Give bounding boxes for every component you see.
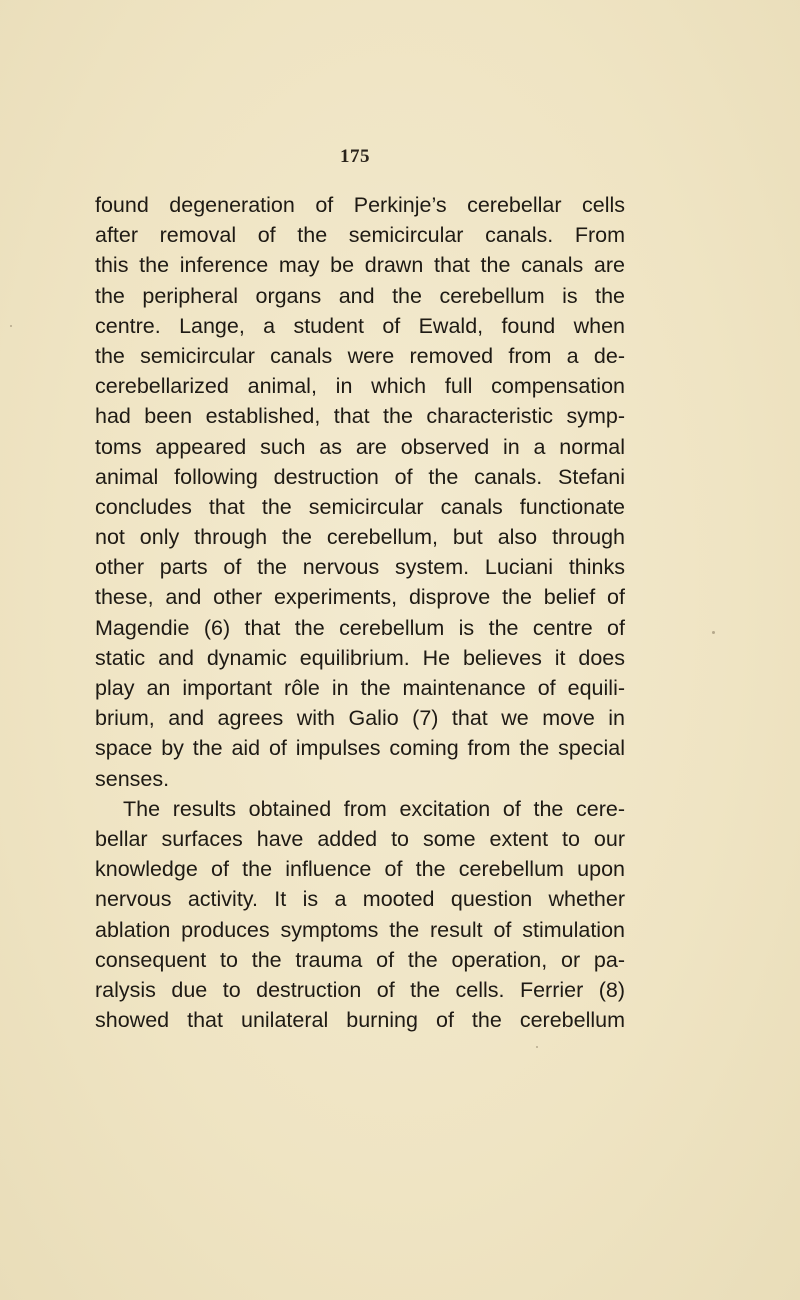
text-line: space by the aid of impulses coming from the special	[95, 736, 625, 761]
text-line: after removal of the semicircular canals. From	[95, 223, 625, 248]
paragraph-1	[95, 190, 625, 794]
text-line: static and dynamic equilibrium. He believes it does	[95, 645, 625, 670]
page-number: 175	[340, 146, 370, 167]
paper-speck	[10, 325, 12, 327]
text-line: showed that unilateral burning of the cerebellum	[95, 1008, 625, 1033]
text-line: knowledge of the influence of the cerebellum upon	[95, 857, 625, 882]
text-line: cerebellarized animal, in which full compensation	[95, 374, 625, 399]
text-line: nervous activity. It is a mooted question whether	[95, 887, 625, 912]
text-line: this the inference may be drawn that the canals are	[95, 253, 625, 278]
text-line: not only through the cerebellum, but also through	[95, 525, 625, 550]
text-line: consequent to the trauma of the operation, or pa-	[95, 947, 625, 972]
text-line: Magendie (6) that the cerebellum is the centre of	[95, 615, 625, 640]
text-line: found degeneration of Perkinje’s cerebellar cells	[95, 193, 625, 217]
text-line: centre. Lange, a student of Ewald, found when	[95, 313, 625, 338]
text-line: play an important rôle in the maintenance of equili-	[95, 676, 625, 700]
text-line: had been established, that the characteristic symp-	[95, 404, 625, 429]
text-line: the semicircular canals were removed from a de-	[95, 343, 625, 368]
body-text	[95, 190, 625, 1035]
text-line: other parts of the nervous system. Luciani thinks	[95, 555, 625, 580]
text-line: animal following destruction of the canals. Stefani	[95, 464, 625, 489]
text-line: brium, and agrees with Galio (7) that we move in	[95, 706, 625, 731]
text-line: concludes that the semicircular canals functionate	[95, 494, 625, 519]
paper-speck	[712, 631, 715, 634]
text-line: toms appeared such as are observed in a normal	[95, 434, 625, 459]
text-line: senses.	[95, 766, 170, 791]
text-line: the peripheral organs and the cerebellum is the	[95, 283, 625, 308]
text-line: bellar surfaces have added to some extent to our	[95, 826, 625, 851]
paragraph-2	[95, 794, 625, 1036]
text-line: ablation produces symptoms the result of stimulation	[95, 917, 625, 942]
text-line: ralysis due to destruction of the cells. Ferrier (8)	[95, 977, 625, 1002]
text-line: The results obtained from excitation of the cere-	[123, 796, 625, 821]
text-line: these, and other experiments, disprove the belief of	[95, 585, 625, 610]
paper-speck	[536, 1046, 538, 1048]
